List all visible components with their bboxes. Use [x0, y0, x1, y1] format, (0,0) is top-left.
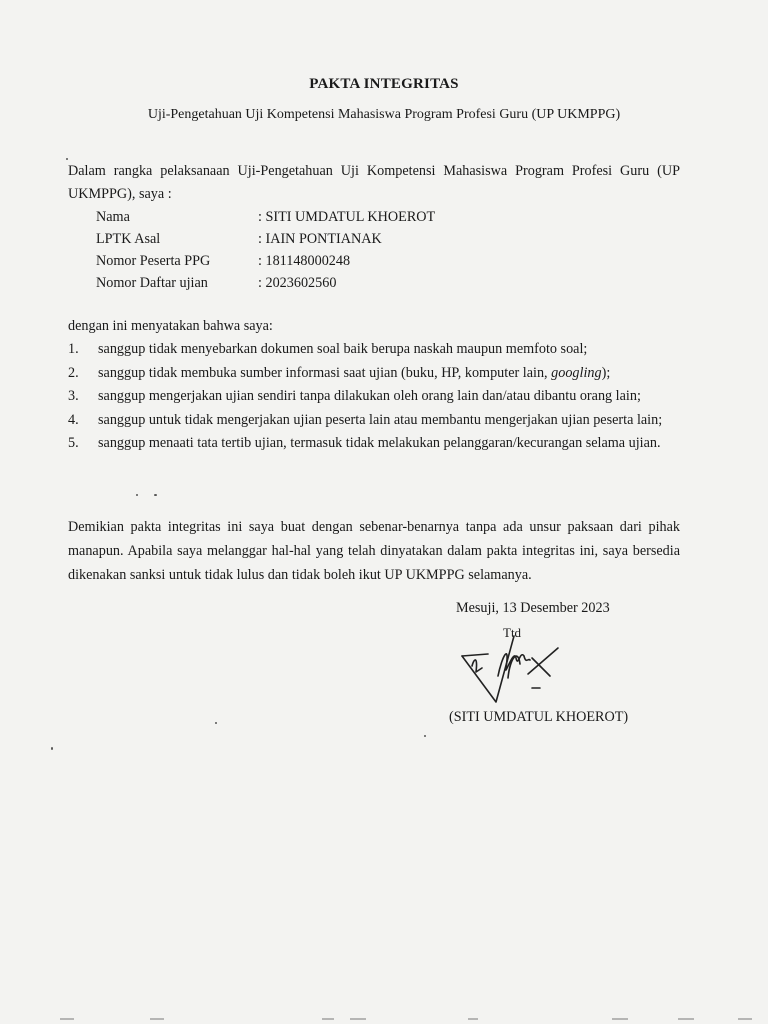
field-label: LPTK Asal	[96, 231, 161, 247]
document-subtitle: Uji-Pengetahuan Uji Kompetensi Mahasiswa Program Profesi Guru (UP UKMPPG)	[147, 107, 621, 122]
list-number: 1.	[68, 341, 79, 357]
list-text: sanggup menaati tata tertib ujian, termasuk tidak melakukan pelanggaran/kecurangan selama ujian.	[98, 435, 661, 451]
list-item	[68, 338, 680, 361]
scan-speck	[51, 747, 53, 750]
list-item	[68, 362, 680, 385]
list-item	[68, 409, 680, 432]
field-row-lptk	[96, 228, 435, 250]
scan-speck	[136, 494, 138, 496]
list-number: 5.	[68, 435, 79, 451]
scan-speck	[424, 735, 426, 737]
list-text-part: sanggup tidak membuka sumber informasi saat ujian (buku, HP, komputer lain,	[98, 364, 552, 381]
field-value: : 2023602560	[258, 275, 337, 291]
handwritten-signature	[458, 628, 568, 708]
signer-name: (SITI UMDATUL KHOEROT)	[449, 709, 629, 725]
ttd-label: Ttd	[503, 625, 522, 640]
field-label: Nomor Peserta PPG	[96, 253, 211, 269]
list-number: 3.	[68, 388, 79, 404]
list-item	[68, 385, 680, 408]
list-text-part: );	[601, 364, 611, 381]
list-number: 4.	[68, 411, 79, 428]
intro-paragraph: Dalam rangka pelaksanaan Uji-Pengetahuan Uji Kompetensi Mahasiswa Program Profesi Guru (UP UKMPPG), saya :	[68, 163, 680, 202]
scan-speck	[215, 722, 217, 724]
field-label: Nama	[96, 209, 130, 225]
field-value: : 181148000248	[258, 253, 351, 269]
field-label: Nomor Daftar ujian	[96, 275, 208, 291]
list-text	[98, 362, 680, 385]
list-text-italic: googling	[551, 364, 602, 381]
document-title: PAKTA INTEGRITAS	[309, 76, 459, 92]
scan-speck	[66, 158, 68, 160]
closing-paragraph: Demikian pakta integritas ini saya buat dengan sebenar-benarnya tanpa ada unsur paksaan dari pihak manapun. Apabila saya melanggar hal-hal yang telah dinyatakan dalam pakta integritas ini, saya bersedia dikenakan sanksi untuk tidak lulus dan tidak boleh ikut UP UKMPPG selamanya.	[68, 519, 680, 583]
list-text: sanggup tidak menyebarkan dokumen soal baik berupa naskah maupun memfoto soal;	[98, 341, 588, 357]
field-value: : IAIN PONTIANAK	[258, 231, 382, 247]
identity-fields	[96, 206, 435, 294]
list-item	[68, 432, 680, 455]
commitment-list	[68, 338, 680, 456]
list-number: 2.	[68, 364, 79, 381]
scan-edge-marks	[0, 1016, 768, 1022]
field-row-name	[96, 206, 435, 228]
list-text: sanggup mengerjakan ujian sendiri tanpa dilakukan oleh orang lain dan/atau dibantu orang lain;	[98, 388, 641, 404]
list-text: sanggup untuk tidak mengerjakan ujian peserta lain atau membantu mengerjakan ujian peserta lain;	[98, 411, 663, 428]
place-date: Mesuji, 13 Desember 2023	[456, 600, 610, 616]
field-row-exam-number	[96, 272, 435, 294]
scan-speck	[154, 494, 157, 496]
field-value: : SITI UMDATUL KHOEROT	[258, 209, 436, 225]
field-row-participant-number	[96, 250, 435, 272]
statement-line: dengan ini menyatakan bahwa saya:	[68, 318, 273, 334]
